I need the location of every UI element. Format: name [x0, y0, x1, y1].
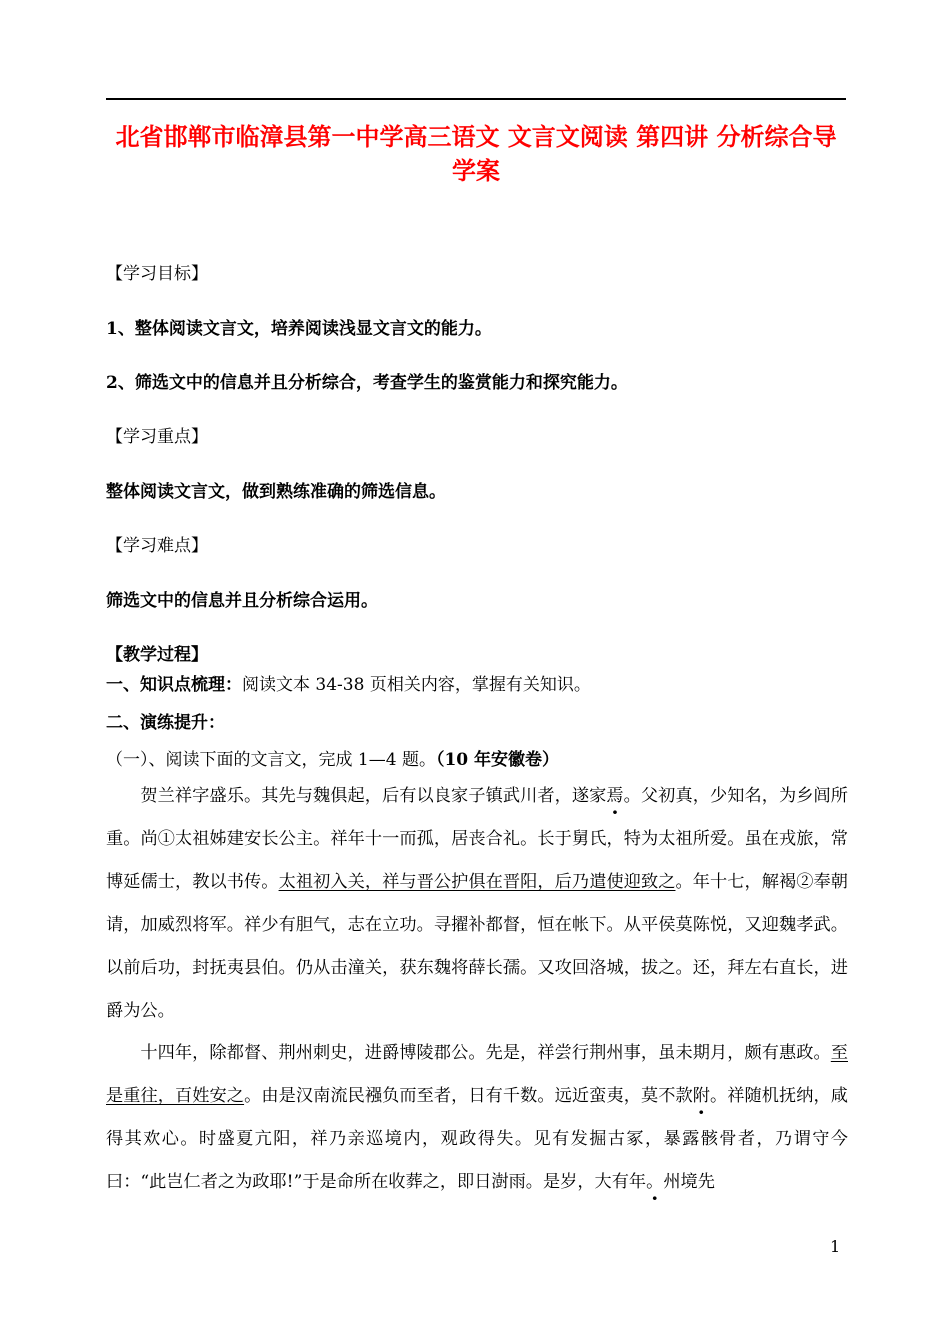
- passage-text: 。年十七，解褐②奉朝请，加威烈将军。祥少有胆气，志在立功。寻擢补都督，恒在帐下。从平侯莫陈悦，又迎魏孝武。以前后功，封抚夷县伯。仍从击潼关，获东魏将薛长孺。又攻回洛城，拔之。还，拜左右直长，进爵为公。: [106, 872, 848, 1021]
- goal-item-2: 2、筛选文中的信息并且分析综合，考查学生的鉴赏能力和探究能力。: [106, 373, 628, 393]
- passage-paragraph-2: [106, 1032, 848, 1204]
- passage-text: 。州境先: [646, 1172, 715, 1192]
- difficult-text: 筛选文中的信息并且分析综合运用。: [106, 591, 378, 611]
- document-title: 北省邯郸市临漳县第一中学高三语文 文言文阅读 第四讲 分析综合导学案: [115, 123, 837, 185]
- passage-text: 。由是汉南流民襁负而至者，日有千数。远近蛮夷，莫不: [244, 1086, 676, 1106]
- process-heading: 【教学过程】: [106, 645, 208, 665]
- exercise-source: （10 年安徽卷）: [435, 750, 560, 770]
- key-heading: 【学习重点】: [106, 427, 208, 447]
- passage-text: 焉。父初真，少知名，为乡闾所重。尚①太祖姊建安长公主。祥年十一而孤，居丧合礼。长于舅氏，特为太祖所爱。虽在戎旅，常博延儒士，教以书传。: [106, 786, 848, 892]
- knowledge-label: 一、知识点梳理：: [106, 675, 242, 695]
- difficult-heading: 【学习难点】: [106, 536, 208, 556]
- exercise-line: [106, 749, 846, 771]
- knowledge-text: 阅读文本 34-38 页相关内容，掌握有关知识。: [242, 675, 591, 695]
- exercise-intro: （一）、阅读下面的文言文，完成 1—4 题。: [106, 750, 436, 770]
- goal-heading: 【学习目标】: [106, 264, 208, 284]
- underlined-sentence: 至是重往，百姓安之: [106, 1043, 848, 1106]
- emphasis-char: 家: [589, 786, 607, 806]
- passage-text: 贺兰祥字盛乐。其先与魏俱起，后有以良家子镇武川者，遂: [140, 786, 590, 806]
- knowledge-line: [106, 674, 846, 696]
- practice-label: 二、演练提升：: [106, 713, 225, 733]
- passage-text: 十四年，除都督、荆州刺史，进爵博陵郡公。先是，祥尝行荆州事，虽未期月，颇有惠政。: [140, 1043, 831, 1063]
- goal-item-1: 1、整体阅读文言文，培养阅读浅显文言文的能力。: [106, 319, 492, 339]
- header-rule: [106, 98, 846, 100]
- passage-paragraph-1: [106, 775, 848, 1033]
- emphasis-char: 款: [675, 1086, 693, 1106]
- underlined-sentence: 太祖初入关，祥与晋公护俱在晋阳，后乃遣使迎致之: [278, 872, 676, 892]
- passage-text: 附。祥随机抚纳，咸得其欢心。时盛夏亢阳，祥乃亲巡境内，观政得失。见有发掘古冢，暴露骸骨者，乃谓守今曰：“此岂仁者之为政耶!”于是命所在收葬之，即日澍雨。是岁，大有: [106, 1086, 848, 1192]
- key-text: 整体阅读文言文，做到熟练准确的筛选信息。: [106, 482, 446, 502]
- emphasis-char: 年: [628, 1172, 647, 1192]
- page-number: 1: [830, 1237, 841, 1256]
